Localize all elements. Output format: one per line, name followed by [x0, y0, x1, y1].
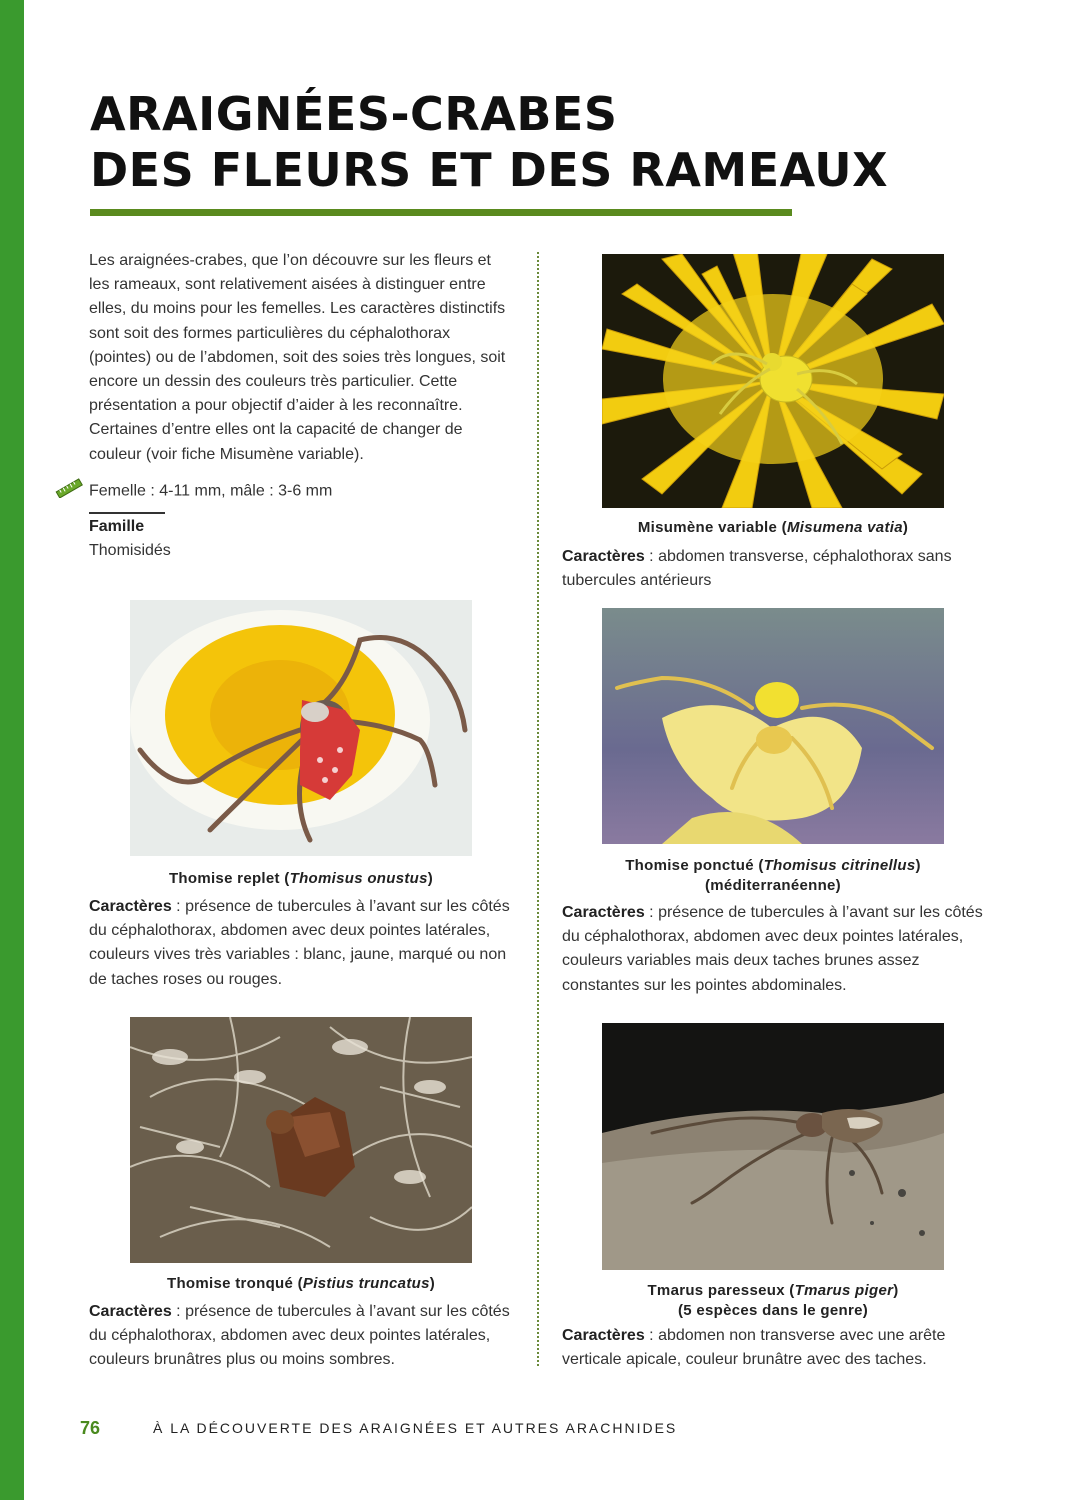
title-underline [90, 209, 792, 216]
species-note: (méditerranéenne) [705, 877, 841, 894]
species-latin-name: Tmarus piger [794, 1282, 894, 1299]
characters-label: Caractères [89, 1303, 172, 1320]
caption-tmarus-piger: Tmarus paresseux (Tmarus piger) (5 espèces dans le genre) [647, 1282, 899, 1319]
description-text: : abdomen transverse, céphalothorax sans tubercules antérieurs [562, 548, 952, 590]
page-number: 76 [80, 1418, 101, 1438]
description-text: : présence de tubercules à l’avant sur les côtés du céphalothorax, abdomen avec deux pointes latérales, couleurs brunâtres plus ou moins sombres. [89, 1303, 510, 1369]
species-note: (5 espèces dans le genre) [677, 1302, 869, 1319]
photo-thomisus-onustus [130, 600, 472, 856]
photo-tmarus-piger [602, 1023, 944, 1270]
species-common-name: Thomise ponctué [625, 857, 754, 874]
running-footer-title: À LA DÉCOUVERTE DES ARAIGNÉES ET AUTRES ARACHNIDES [153, 1420, 678, 1436]
species-common-name: Misumène variable [637, 519, 778, 536]
description-tmarus-piger [562, 1324, 992, 1372]
caption-thomisus-onustus: Thomise replet (Thomisus onustus) [168, 870, 434, 887]
family-label: Famille [89, 518, 145, 535]
species-common-name: Tmarus paresseux [647, 1282, 785, 1299]
family-value: Thomisidés [89, 542, 171, 559]
side-color-bar [0, 0, 24, 1500]
description-text: : présence de tubercules à l’avant sur les côtés du céphalothorax, abdomen avec deux pointes latérales, couleurs vives très variables : blanc, jaune, marqué ou non de taches roses ou rouges. [89, 898, 510, 988]
species-common-name: Thomise tronqué [166, 1275, 294, 1292]
species-latin-name: Thomisus citrinellus [763, 857, 916, 874]
photo-thomisus-citrinellus [602, 608, 944, 844]
characters-label: Caractères [562, 548, 645, 565]
page-title-line-1: ARAIGNÉES-CRABES [90, 87, 618, 141]
page-title [90, 86, 888, 198]
intro-paragraph: Les araignées-crabes, que l’on découvre sur les fleurs et les rameaux, sont relativement aisées à distinguer entre elles, du moins pour les femelles. Les caractères distinctifs sont soit des formes particulières du céphalothorax (pointes) ou de l’abdomen, soit des soies très longues, soit encore un dessin des couleurs très particulier. Cette présentation a pour objectif d’aider à les reconnaître. Certaines d’entre elles ont la capacité de changer de couleur (voir fiche Misumène variable). [89, 252, 506, 463]
ruler-icon [55, 478, 83, 505]
species-latin-name: Thomisus onustus [289, 870, 428, 887]
species-latin-name: Misumena vatia [786, 519, 903, 536]
description-pistius-truncatus [89, 1300, 514, 1373]
size-text: Femelle : 4-11 mm, mâle : 3-6 mm [89, 482, 333, 500]
photo-misumena-vatia [602, 254, 944, 508]
description-misumena-vatia [562, 545, 992, 593]
characters-label: Caractères [562, 1327, 645, 1344]
description-text: : abdomen non transverse avec une arête verticale apicale, couleur brunâtre avec des taches. [562, 1327, 946, 1369]
species-common-name: Thomise replet [168, 870, 280, 887]
description-thomisus-citrinellus [562, 901, 992, 998]
description-text: : présence de tubercules à l’avant sur les côtés du céphalothorax, abdomen avec deux pointes latérales, couleurs variables mais deux taches brunes assez constantes sur les pointes abdominales. [562, 904, 983, 994]
column-divider [537, 252, 539, 1366]
caption-thomisus-citrinellus: Thomise ponctué (Thomisus citrinellus) (méditerranéenne) [625, 857, 921, 894]
characters-label: Caractères [89, 898, 172, 915]
caption-pistius-truncatus: Thomise tronqué (Pistius truncatus) [166, 1275, 436, 1292]
species-latin-name: Pistius truncatus [302, 1275, 430, 1292]
size-info [55, 478, 332, 505]
family-rule [89, 512, 165, 514]
photo-pistius-truncatus [130, 1017, 472, 1263]
caption-misumena-vatia: Misumène variable (Misumena vatia) [637, 519, 909, 536]
characters-label: Caractères [562, 904, 645, 921]
description-thomisus-onustus [89, 895, 514, 992]
page-title-line-2: DES FLEURS ET DES RAMEAUX [90, 143, 889, 197]
